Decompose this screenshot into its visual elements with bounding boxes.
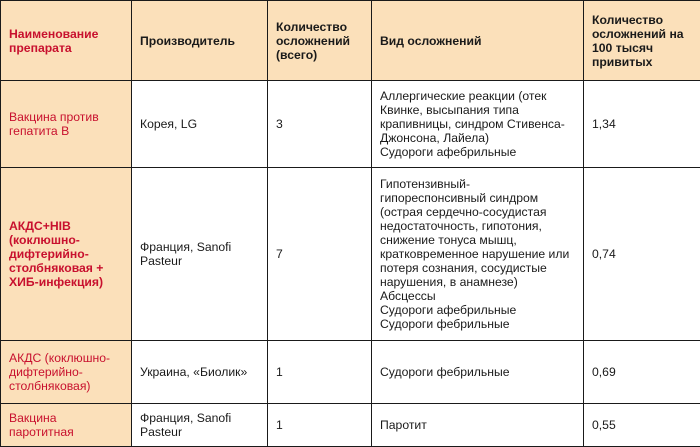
header-name: Наименование препарата bbox=[1, 1, 132, 81]
row-manufacturer: Корея, LG bbox=[132, 81, 268, 168]
header-count-total: Количество осложнений (всего) bbox=[268, 1, 372, 81]
table-row bbox=[1, 341, 700, 404]
table-header-row bbox=[1, 1, 700, 81]
row-per-100k: 0,55 bbox=[584, 404, 700, 447]
table-row bbox=[1, 81, 700, 168]
row-complication-types: Судороги фебрильные bbox=[372, 341, 584, 404]
row-name: АКДС+HIB (коклюшно-дифтерийно-столбняковая + ХИБ-инфекция) bbox=[1, 168, 132, 341]
row-count: 3 bbox=[268, 81, 372, 168]
row-count: 1 bbox=[268, 404, 372, 447]
row-manufacturer: Франция, Sanofi Pasteur bbox=[132, 168, 268, 341]
row-count: 1 bbox=[268, 341, 372, 404]
header-manufacturer: Производитель bbox=[132, 1, 268, 81]
row-per-100k: 0,69 bbox=[584, 341, 700, 404]
row-complication-types: Паротит bbox=[372, 404, 584, 447]
header-per-100k: Количество осложнений на 100 тысяч привитых bbox=[584, 1, 700, 81]
header-complication-type: Вид осложнений bbox=[372, 1, 584, 81]
row-name: Вакцина против гепатита В bbox=[1, 81, 132, 168]
row-per-100k: 0,74 bbox=[584, 168, 700, 341]
row-per-100k: 1,34 bbox=[584, 81, 700, 168]
row-count: 7 bbox=[268, 168, 372, 341]
table-row bbox=[1, 168, 700, 341]
table-row bbox=[1, 404, 700, 447]
row-manufacturer: Украина, «Биолик» bbox=[132, 341, 268, 404]
row-complication-types: Аллергические реакции (отек Квинке, высыпания типа крапивницы, синдром Стивенса-Джонсона, Лайела) Судороги афебрильные bbox=[372, 81, 584, 168]
row-manufacturer: Франция, Sanofi Pasteur bbox=[132, 404, 268, 447]
row-name: Вакцина паротитная bbox=[1, 404, 132, 447]
row-name: АКДС (коклюшно-дифтерийно-столбняковая) bbox=[1, 341, 132, 404]
row-complication-types: Гипотензивный-гипореспонсивный синдром (острая сердечно-сосудистая недостаточность, гипотония, снижение тонуса мышц, кратковременное нарушение или потеря сознания, сосудистые нарушения, в анамнезе) Абсцессы Судороги афебрильные Судороги фебрильные bbox=[372, 168, 584, 341]
